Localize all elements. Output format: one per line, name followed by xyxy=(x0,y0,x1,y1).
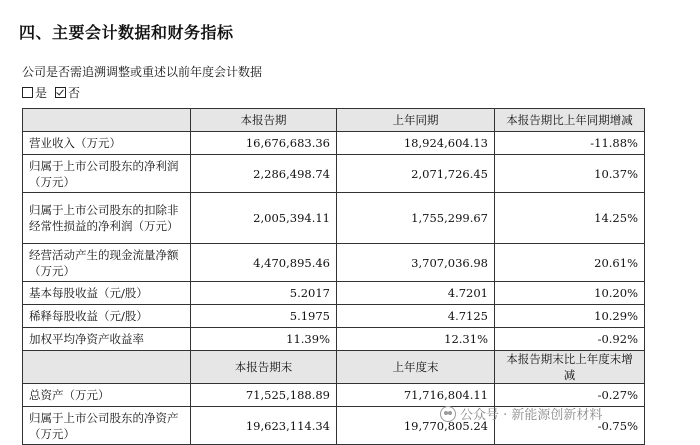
prior-value: 4.7125 xyxy=(337,305,495,328)
option-yes-label: 是 xyxy=(35,86,48,100)
change-value: 10.20% xyxy=(495,282,645,305)
row-label: 营业收入（万元） xyxy=(23,132,191,155)
current-value: 5.2017 xyxy=(191,282,337,305)
row-label: 归属于上市公司股东的扣除非经常性损益的净利润（万元） xyxy=(23,193,191,244)
current-value: 19,623,114.34 xyxy=(191,407,337,445)
table-header-row xyxy=(23,351,645,384)
row-label: 归属于上市公司股东的净资产（万元） xyxy=(23,407,191,445)
table-row xyxy=(23,282,645,305)
row-label: 基本每股收益（元/股） xyxy=(23,282,191,305)
current-value: 4,470,895.46 xyxy=(191,244,337,282)
table-row xyxy=(23,328,645,351)
change-value: 10.37% xyxy=(495,155,645,193)
checkbox-checked-icon[interactable] xyxy=(55,87,66,98)
prior-value: 4.7201 xyxy=(337,282,495,305)
change-value: 14.25% xyxy=(495,193,645,244)
change-value: 10.29% xyxy=(495,305,645,328)
prior-value: 19,770,805.24 xyxy=(337,407,495,445)
row-label: 加权平均净资产收益率 xyxy=(23,328,191,351)
current-value: 2,286,498.74 xyxy=(191,155,337,193)
table-row xyxy=(23,193,645,244)
table-header-row xyxy=(23,109,645,132)
table-row xyxy=(23,155,645,193)
checkbox-unchecked-icon[interactable] xyxy=(22,87,33,98)
table-row xyxy=(23,305,645,328)
header-cell: 本报告期末比上年度末增减 xyxy=(495,351,645,384)
header-cell: 本报告期比上年同期增减 xyxy=(495,109,645,132)
prior-value: 2,071,726.45 xyxy=(337,155,495,193)
change-value: -0.75% xyxy=(495,407,645,445)
section-heading: 四、主要会计数据和财务指标 xyxy=(19,23,234,42)
option-no[interactable] xyxy=(55,84,80,101)
current-value: 5.1975 xyxy=(191,305,337,328)
prior-value: 18,924,604.13 xyxy=(337,132,495,155)
current-value: 2,005,394.11 xyxy=(191,193,337,244)
option-yes[interactable] xyxy=(22,84,47,101)
change-value: 20.61% xyxy=(495,244,645,282)
header-cell xyxy=(23,351,191,384)
financial-indicators-table xyxy=(22,108,645,445)
header-cell: 上年同期 xyxy=(337,109,495,132)
table-row xyxy=(23,244,645,282)
header-cell: 本报告期末 xyxy=(191,351,337,384)
restatement-question: 公司是否需追溯调整或重述以前年度会计数据 xyxy=(22,65,263,79)
change-value: -0.92% xyxy=(495,328,645,351)
row-label: 总资产（万元） xyxy=(23,384,191,407)
option-no-label: 否 xyxy=(68,86,81,100)
prior-value: 3,707,036.98 xyxy=(337,244,495,282)
prior-value: 1,755,299.67 xyxy=(337,193,495,244)
current-value: 11.39% xyxy=(191,328,337,351)
watermark-text: 公众号 · 新能源创新材料 xyxy=(460,408,603,423)
wechat-icon xyxy=(440,406,456,422)
header-cell xyxy=(23,109,191,132)
header-cell: 本报告期 xyxy=(191,109,337,132)
prior-value: 71,716,804.11 xyxy=(337,384,495,407)
row-label: 归属于上市公司股东的净利润（万元） xyxy=(23,155,191,193)
change-value: -0.27% xyxy=(495,384,645,407)
current-value: 71,525,188.89 xyxy=(191,384,337,407)
prior-value: 12.31% xyxy=(337,328,495,351)
header-cell: 上年度末 xyxy=(337,351,495,384)
current-value: 16,676,683.36 xyxy=(191,132,337,155)
watermark xyxy=(440,404,602,423)
row-label: 经营活动产生的现金流量净额（万元） xyxy=(23,244,191,282)
change-value: -11.88% xyxy=(495,132,645,155)
table-row xyxy=(23,132,645,155)
row-label: 稀释每股收益（元/股） xyxy=(23,305,191,328)
restatement-options xyxy=(22,84,88,101)
